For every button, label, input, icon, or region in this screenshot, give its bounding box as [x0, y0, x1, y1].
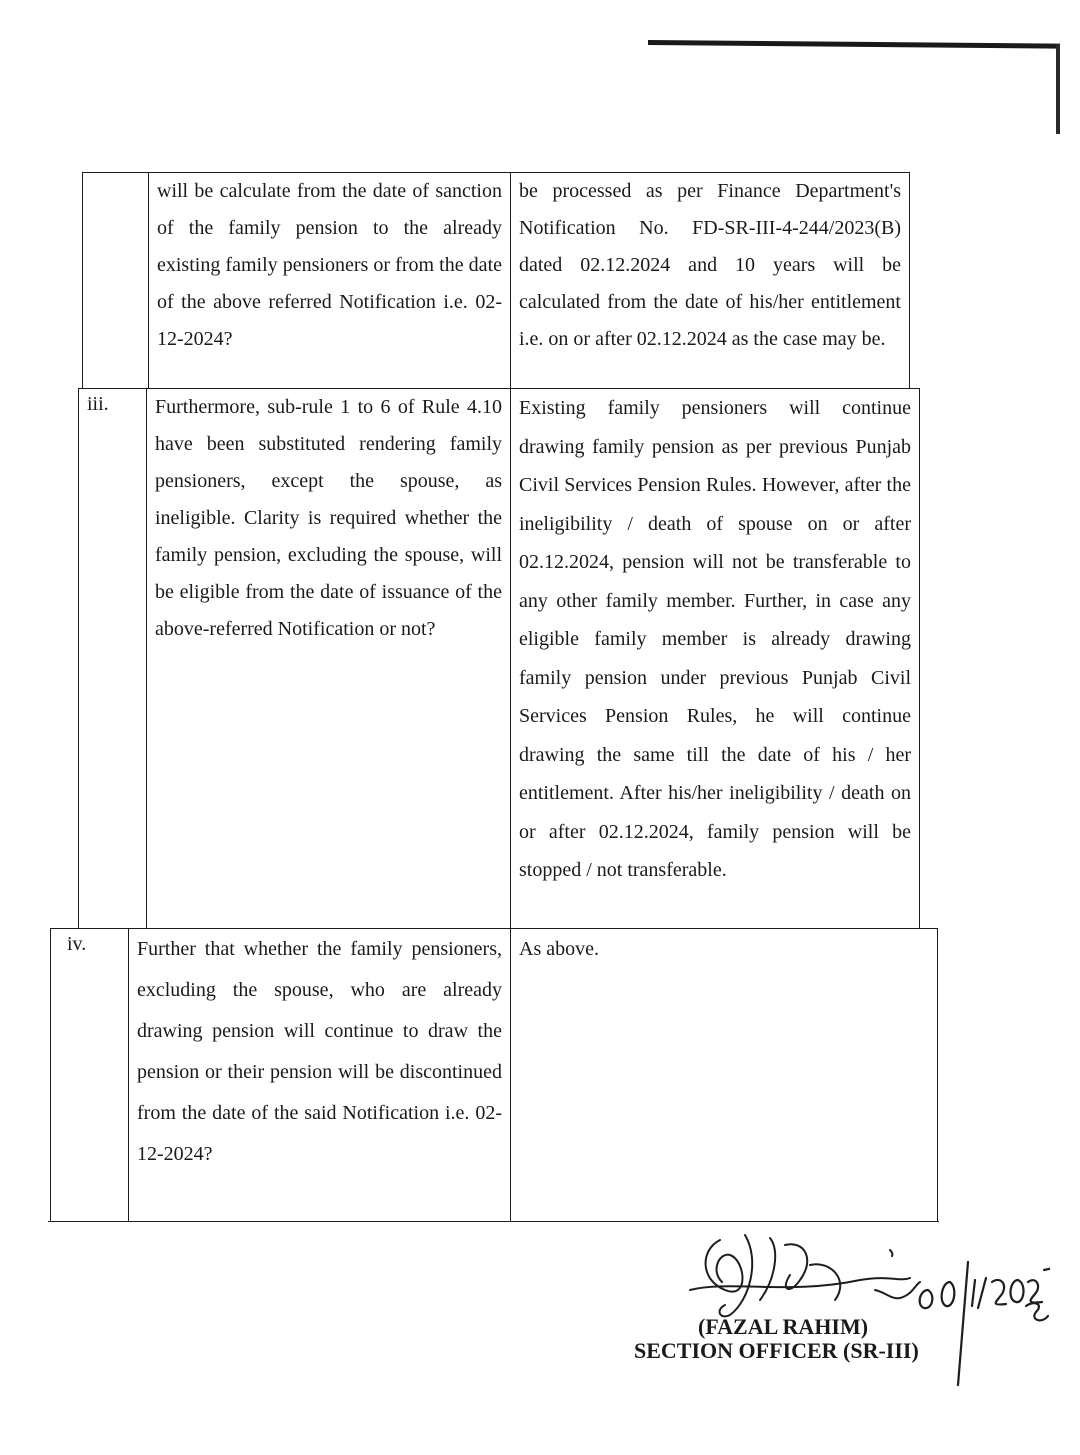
table-cell-number: [78, 388, 146, 928]
table-cell-answer: [510, 928, 938, 1222]
table-cell-question: [146, 388, 510, 928]
signatory-designation: SECTION OFFICER (SR-III): [634, 1338, 919, 1363]
table-cell-number: [82, 172, 148, 388]
answer-text: As above.: [519, 938, 599, 960]
answer-text: Existing family pensioners will continue drawing family pension as per previous Punjab Civil Services Pension Rules. However, after the ineligibility / death of spouse on or after 02.12.2024, pension will not be transferable to any other family member. Further, in case any eligible family member is already drawing family pension under previous Punjab Civil Services Pension Rules, he will continue drawing the same till the date of his / her entitlement. After his/her ineligibility / death on or after 02.12.2024, family pension will be stopped / not transferable.: [519, 397, 911, 881]
signatory-name: (FAZAL RAHIM): [698, 1314, 869, 1339]
question-text: Furthermore, sub-rule 1 to 6 of Rule 4.10 have been substituted rendering family pensioners, except the spouse, as ineligible. Clarity is required whether the family pension, excluding the spouse, will be eligible from the date of issuance of the above-referred Notification or not?: [155, 396, 502, 640]
answer-text: be processed as per Finance Department's Notification No. FD-SR-III-4-244/2023(B) dated 02.12.2024 and 10 years will be calculated from the date of his/her entitlement i.e. on or after 02.12.2024 as the case may be.: [519, 180, 901, 350]
table-cell-question: [128, 928, 510, 1222]
table-cell-question: [148, 172, 510, 388]
row-number: iii.: [87, 393, 109, 415]
table-cell-number: [50, 928, 128, 1222]
signature-block: [630, 1300, 1050, 1410]
table-cell-answer: [510, 388, 920, 928]
question-text: Further that whether the family pensioners, excluding the spouse, who are already drawing pension will continue to draw the pension or their pension will be discontinued from the date of the said Notification i.e. 02-12-2024?: [137, 938, 502, 1165]
question-text: will be calculate from the date of sanction of the family pension to the already existing family pensioners or from the date of the above referred Notification i.e. 02-12-2024?: [157, 180, 502, 350]
row-number: iv.: [67, 933, 87, 955]
table-cell-answer: [510, 172, 910, 388]
